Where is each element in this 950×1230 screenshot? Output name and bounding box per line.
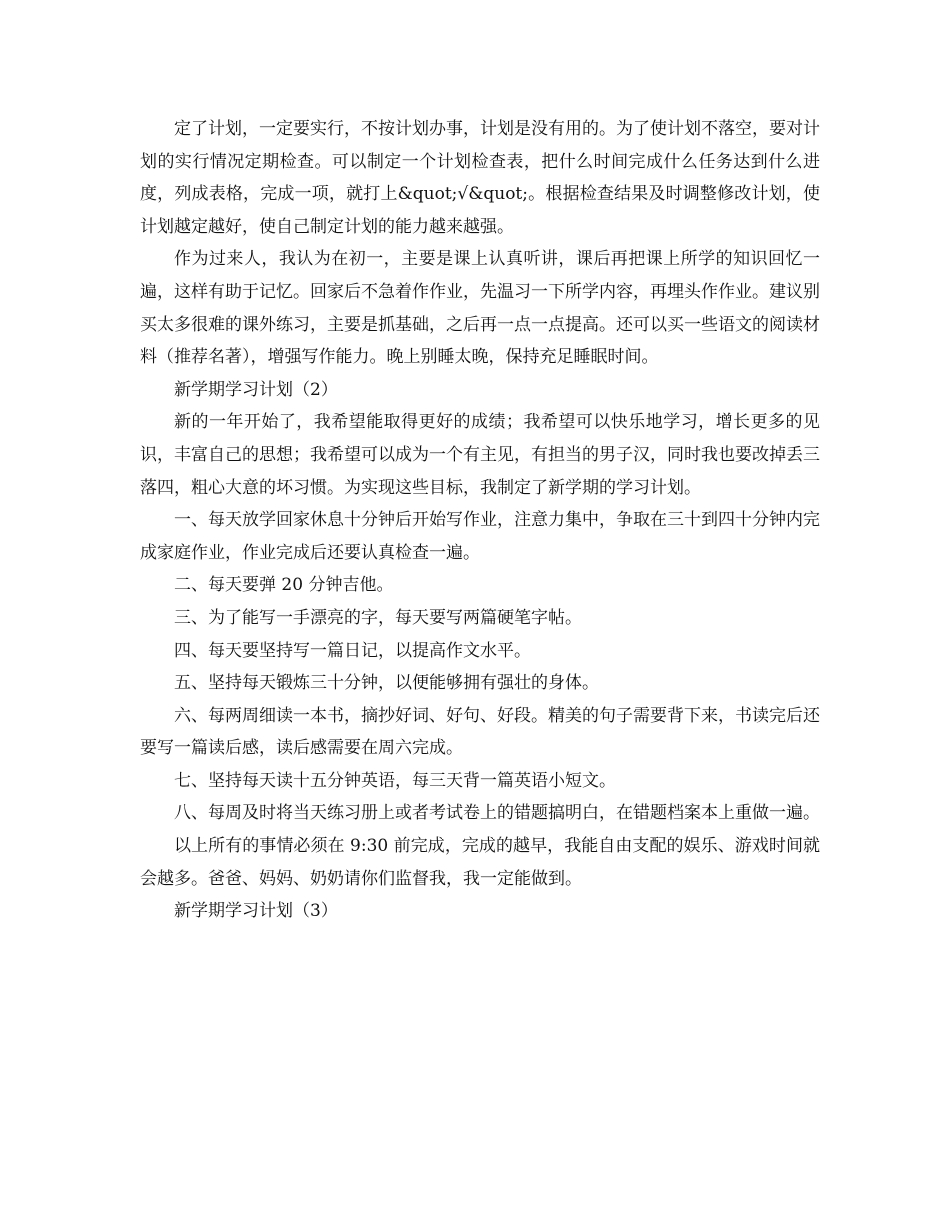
list-item-5: 五、坚持每天锻炼三十分钟，以便能够拥有强壮的身体。 <box>174 673 599 694</box>
paragraph-plan-execution: 定了计划，一定要实行，不按计划办事，计划是没有用的。为了使计划不落空，要对计划的实行情况定期检查。可以制定一个计划检查表，把什么时间完成什么任务达到什么进度，列成表格，完成一项，就打上&quot;√&quot;。根据检查结果及时调整修改计划，使计划越定越好，使自己制定计划的能力越来越强。 <box>140 119 820 237</box>
section-heading-plan-2: 新学期学习计划（2） <box>174 379 338 400</box>
paragraph-conclusion: 以上所有的事情必须在 9:30 前完成，完成的越早，我能自由支配的娱乐、游戏时间就会越多。爸爸、妈妈、奶奶请你们监督我，我一定能做到。 <box>140 836 820 889</box>
list-item-8: 八、每周及时将当天练习册上或者考试卷上的错题搞明白，在错题档案本上重做一遍。 <box>174 803 820 824</box>
list-item-2: 二、每天要弹 20 分钟吉他。 <box>174 575 394 596</box>
paragraph-advice: 作为过来人，我认为在初一，主要是课上认真听讲，课后再把课上所学的知识回忆一遍，这样有助于记忆。回家后不急着作作业，先温习一下所学内容，再埋头作作业。建议别买太多很难的课外练习，主要是抓基础，之后再一点一点提高。还可以买一些语文的阅读材料（推荐名著），增强写作能力。晚上别睡太晚，保持充足睡眠时间。 <box>140 249 820 368</box>
list-item-6: 六、每两周细读一本书，摘抄好词、好句、好段。精美的句子需要背下来，书读完后还要写一篇读后感，读后感需要在周六完成。 <box>140 705 820 759</box>
list-item-4: 四、每天要坚持写一篇日记，以提高作文水平。 <box>174 640 531 661</box>
list-item-7: 七、坚持每天读十五分钟英语，每三天背一篇英语小短文。 <box>174 770 616 791</box>
list-item-1: 一、每天放学回家休息十分钟后开始写作业，注意力集中，争取在三十到四十分钟内完成家庭作业，作业完成后还要认真检查一遍。 <box>140 510 820 563</box>
list-item-3: 三、为了能写一手漂亮的字，每天要写两篇硬笔字帖。 <box>174 607 582 628</box>
section-heading-plan-3: 新学期学习计划（3） <box>174 901 338 922</box>
paragraph-goals: 新的一年开始了，我希望能取得更好的成绩；我希望可以快乐地学习，增长更多的见识，丰富自己的思想；我希望可以成为一个有主见，有担当的男子汉，同时我也要改掉丢三落四，粗心大意的坏习惯。为实现这些目标，我制定了新学期的学习计划。 <box>140 412 820 498</box>
document-body <box>140 113 820 928</box>
